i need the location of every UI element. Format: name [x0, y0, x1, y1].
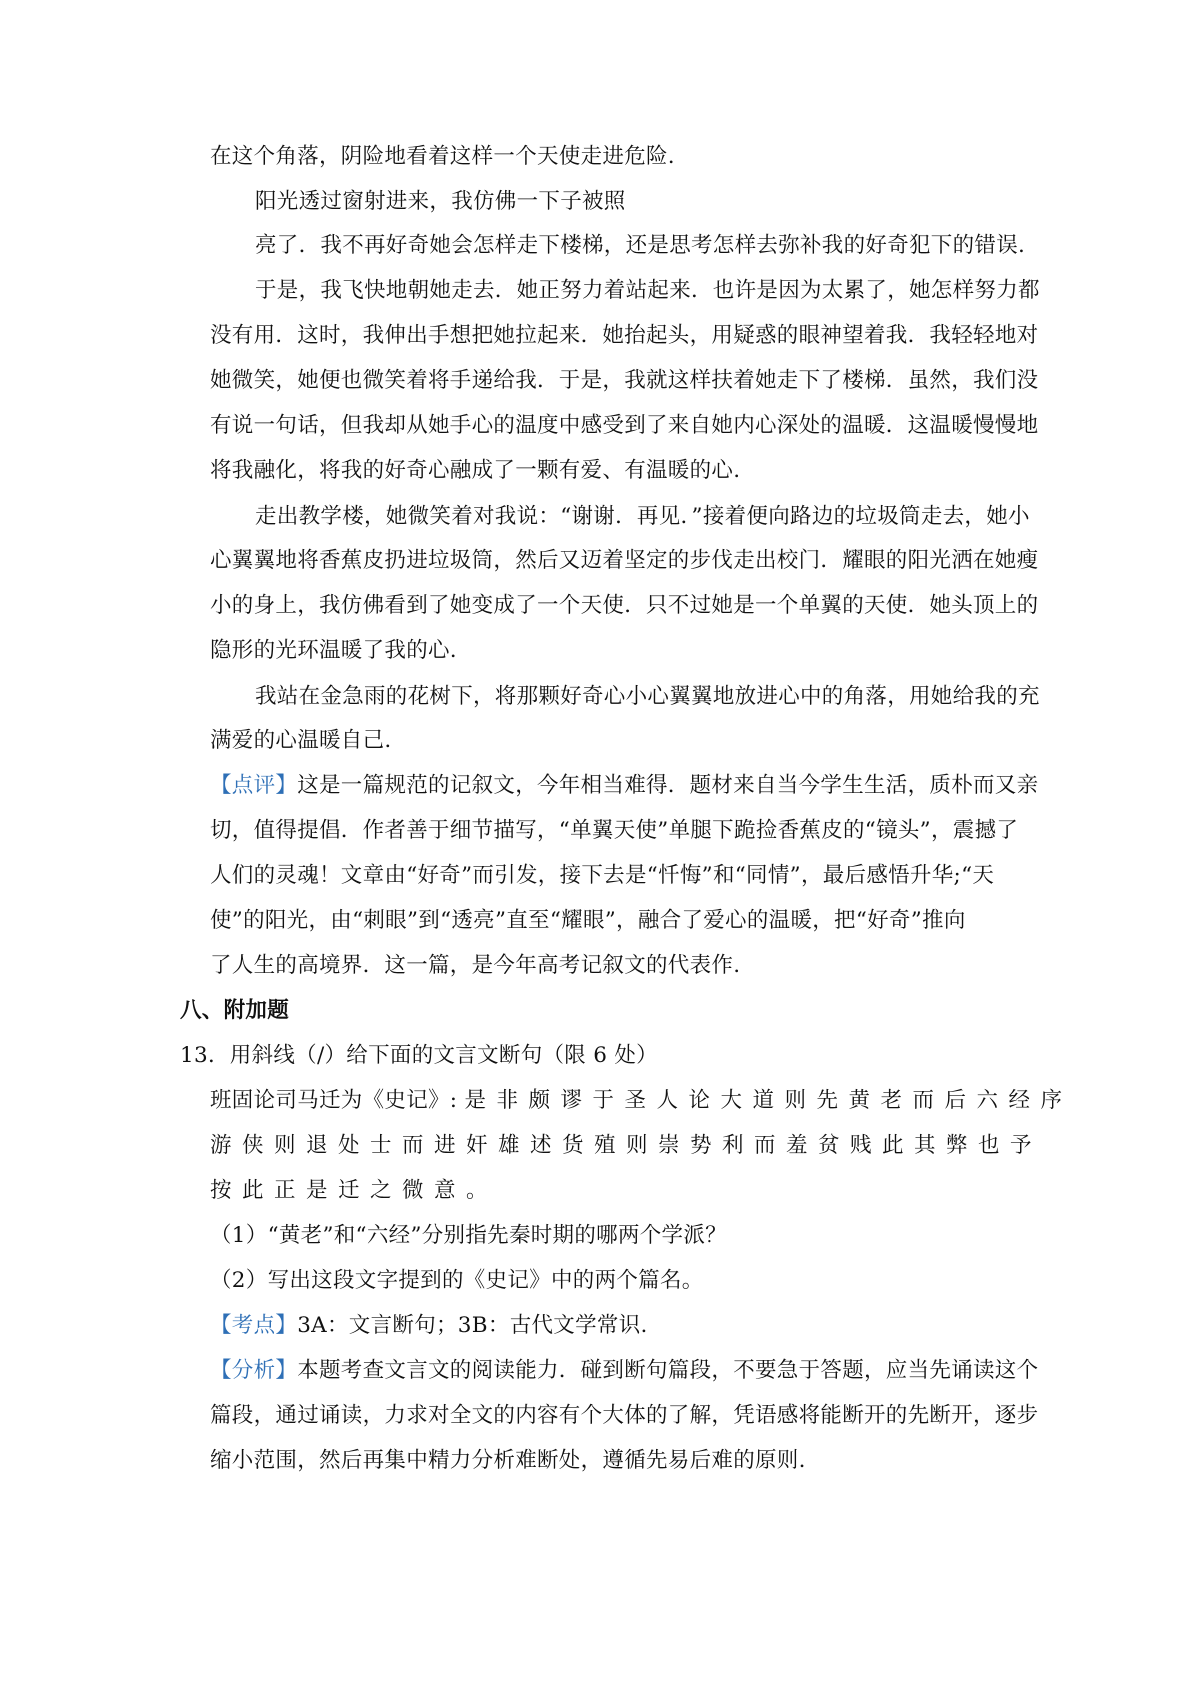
essay-paragraph-line: 小的身上，我仿佛看到了她变成了一个天使．只不过她是一个单翼的天使．她头顶上的: [210, 593, 1039, 618]
sub-question: （2）写出这段文字提到的《史记》中的两个篇名。: [210, 1268, 704, 1293]
question-prompt-line: [180, 1041, 658, 1071]
essay-paragraph-line: 亮了．我不再好奇她会怎样走下楼梯，还是思考怎样去弥补我的好奇犯下的错误.: [255, 233, 1026, 258]
classical-text: 是非颇谬于圣人论大道则先黄老而后六经序: [464, 1088, 1073, 1113]
comment-line: 切，值得提倡．作者善于细节描写，“单翼天使”单腿下跪捡香蕉皮的“镜头”，震撼了: [210, 818, 1019, 843]
classical-text-line: 游侠则退处士而进奸雄述货殖则崇势利而羞贫贱此其弊也予: [210, 1133, 1043, 1158]
kaodian-tag: 【考点】: [210, 1313, 298, 1338]
essay-paragraph-line: 将我融化，将我的好奇心融成了一颗有爱、有温暖的心.: [210, 458, 741, 483]
essay-paragraph-line: 她微笑，她便也微笑着将手递给我．于是，我就这样扶着她走下了楼梯．虽然，我们没: [210, 368, 1039, 393]
comment-line: 人们的灵魂！文章由“好奇”而引发，接下去是“忏悔”和“同情”，最后感悟升华;“天: [210, 863, 995, 888]
kaodian-text: 3A：文言断句；3B：古代文学常识.: [297, 1313, 648, 1338]
section-heading: 八、附加题: [180, 998, 290, 1023]
comment-line: [210, 771, 1038, 801]
essay-paragraph-line: 走出教学楼，她微笑着对我说：“谢谢．再见．”接着便向路边的垃圾筒走去，她小: [255, 504, 1030, 529]
essay-paragraph-line: 心翼翼地将香蕉皮扔进垃圾筒，然后又迈着坚定的步伐走出校门．耀眼的阳光洒在她瘦: [210, 548, 1039, 573]
comment-text: 这是一篇规范的记叙文，今年相当难得．题材来自当今学生生活，质朴而又亲: [297, 773, 1039, 798]
classical-text-line: [210, 1086, 1073, 1116]
essay-paragraph-line: 我站在金急雨的花树下，将那颗好奇心小心翼翼地放进心中的角落，用她给我的充: [255, 684, 1040, 709]
sub-question: （1）“黄老”和“六经”分别指先秦时期的哪两个学派？: [210, 1223, 727, 1248]
comment-line: 使”的阳光，由“刺眼”到“透亮”直至“耀眼”，融合了爱心的温暖，把“好奇”推向: [210, 908, 966, 933]
essay-paragraph-line: 阳光透过窗射进来，我仿佛一下子被照: [255, 189, 626, 214]
comment-line: 了人生的高境界．这一篇，是今年高考记叙文的代表作.: [210, 953, 741, 978]
fenxi-line: 缩小范围，然后再集中精力分析难断处，遵循先易后难的原则.: [210, 1448, 806, 1473]
essay-paragraph-line: 满爱的心温暖自己.: [210, 728, 392, 753]
classical-text-line: 按此正是迁之微意。: [210, 1178, 499, 1203]
essay-paragraph-line: 隐形的光环温暖了我的心.: [210, 638, 457, 663]
fenxi-line: [210, 1356, 1038, 1386]
essay-paragraph-line: 没有用．这时，我伸出手想把她拉起来．她抬起头，用疑惑的眼神望着我．我轻轻地对: [210, 323, 1039, 348]
essay-paragraph-line: 于是，我飞快地朝她走去．她正努力着站起来．也许是因为太累了，她怎样努力都: [255, 278, 1040, 303]
fenxi-text: 本题考查文言文的阅读能力．碰到断句篇段，不要急于答题，应当先诵读这个: [297, 1358, 1039, 1383]
essay-paragraph-line: 有说一句话，但我却从她手心的温度中感受到了来自她内心深处的温暖．这温暖慢慢地: [210, 413, 1039, 438]
question-number: 13．: [180, 1043, 230, 1068]
kaodian-line: [210, 1311, 648, 1341]
classical-text-prefix: 班固论司马迁为《史记》:: [210, 1088, 465, 1113]
fenxi-line: 篇段，通过诵读，力求对全文的内容有个大体的了解，凭语感将能断开的先断开，逐步: [210, 1403, 1039, 1428]
comment-tag: 【点评】: [210, 773, 298, 798]
fenxi-tag: 【分析】: [210, 1358, 298, 1383]
question-prompt: 用斜线（/）给下面的文言文断句（限 6 处）: [229, 1043, 658, 1068]
essay-paragraph-line: 在这个角落，阴险地看着这样一个天使走进危险.: [210, 144, 675, 169]
